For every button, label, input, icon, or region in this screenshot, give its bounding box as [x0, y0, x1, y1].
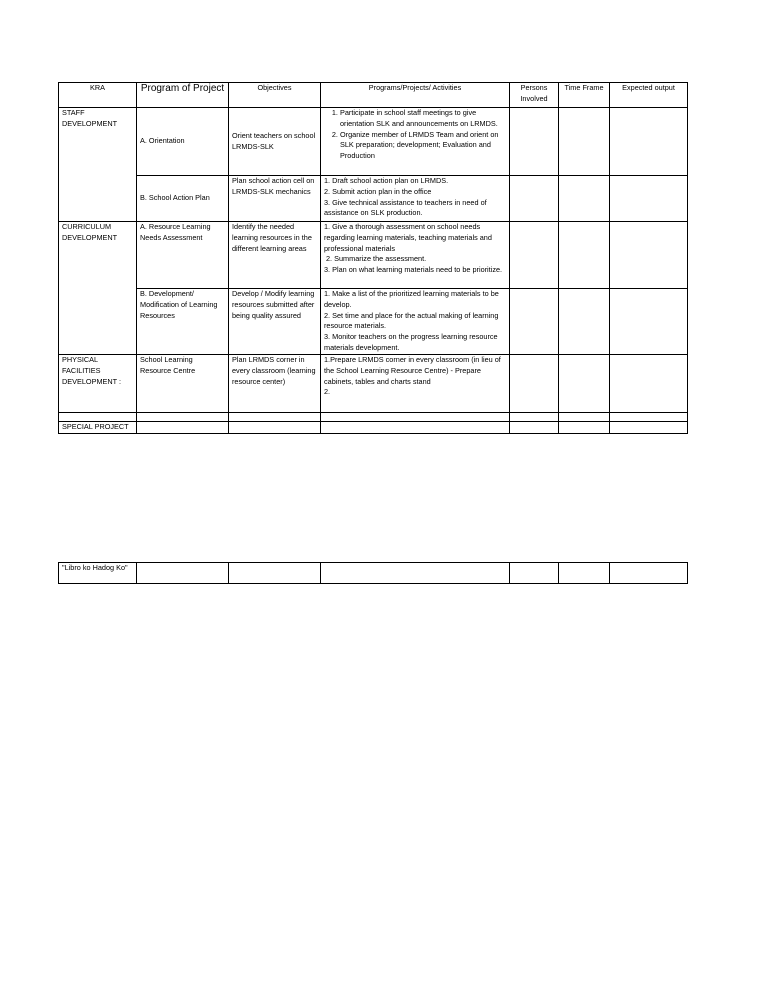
activities-orientation: [321, 108, 510, 176]
activity-item: 1. Participate in school staff meetings to give orientation SLK and announcements on LRMDS.: [340, 108, 506, 130]
persons-cell: [510, 176, 559, 222]
kra-curriculum-development: CURRICULUM DEVELOPMENT: [59, 222, 137, 355]
header-expected-output: Expected output: [610, 83, 688, 108]
objective-orientation: Orient teachers on school LRMDS-SLK: [229, 108, 321, 176]
activity-item: 3. Monitor teachers on the progress learning resource materials development.: [324, 332, 498, 352]
activity-item: 2. Submit action plan in the office: [324, 186, 432, 196]
activity-item: 2.: [324, 387, 331, 397]
special-project-table: [58, 562, 688, 584]
header-time-frame: Time Frame: [559, 83, 610, 108]
header-persons: Persons Involved: [510, 83, 559, 108]
activity-item: 3. Give technical assistance to teachers in need of assistance on SLK production.: [324, 197, 487, 218]
activity-item: 2. Organize member of LRMDS Team and orient on SLK preparation; development; Evaluation and Production: [340, 130, 506, 162]
output-cell: [610, 176, 688, 222]
persons-cell: [510, 108, 559, 176]
time-cell: [559, 289, 610, 355]
header-row: [59, 83, 688, 108]
table-row: [59, 176, 688, 222]
program-orientation: A. Orientation: [137, 108, 229, 176]
activities-development-modification: [321, 289, 510, 355]
table-row: [59, 289, 688, 355]
objective-school-action-plan: Plan school action cell on LRMDS-SLK mechanics: [229, 176, 321, 222]
table-row: [59, 108, 688, 176]
program-development-modification: B. Development/ Modification of Learning Resources: [137, 289, 229, 355]
time-cell: [559, 108, 610, 176]
time-cell: [559, 222, 610, 289]
action-plan-table: [58, 82, 688, 434]
output-cell: [610, 222, 688, 289]
activities-school-action-plan: [321, 176, 510, 222]
table-row: [59, 422, 688, 434]
activity-item: 2. Set time and place for the actual making of learning resource materials.: [324, 310, 499, 331]
activities-learning-resource-centre: [321, 355, 510, 413]
kra-special-project: SPECIAL PROJECT: [59, 422, 137, 434]
output-cell: [610, 108, 688, 176]
header-kra: KRA: [59, 83, 137, 108]
kra-staff-development: STAFF DEVELOPMENT: [59, 108, 137, 222]
header-activities: Programs/Projects/ Activities: [321, 83, 510, 108]
output-cell: [610, 289, 688, 355]
activity-item: 1. Draft school action plan on LRMDS.: [324, 176, 449, 185]
objective-development-modification: Develop / Modify learning resources submitted after being quality assured: [229, 289, 321, 355]
header-program: Program of Project: [137, 83, 229, 108]
activity-item: 1.Prepare LRMDS corner in every classroom (in lieu of the School Learning Resource Centre) - Prepare cabinets, tables and charts stand: [324, 355, 501, 386]
table-row: [59, 355, 688, 413]
activity-item: 3. Plan on what learning materials need to be prioritize.: [324, 265, 503, 275]
program-school-action-plan: B. School Action Plan: [137, 176, 229, 222]
persons-cell: [510, 355, 559, 413]
time-cell: [559, 176, 610, 222]
special-project-name: "Libro ko Hadog Ko": [59, 563, 137, 584]
program-needs-assessment: A. Resource Learning Needs Assessment: [137, 222, 229, 289]
table-row: [59, 563, 688, 584]
program-learning-resource-centre: School Learning Resource Centre: [137, 355, 229, 413]
table-row-empty: [59, 413, 688, 422]
activity-item: 1. Give a thorough assessment on school needs regarding learning materials, teaching materials and professional materials: [324, 222, 492, 253]
persons-cell: [510, 289, 559, 355]
objective-learning-resource-centre: Plan LRMDS corner in every classroom (learning resource center): [229, 355, 321, 413]
activities-needs-assessment: [321, 222, 510, 289]
persons-cell: [510, 222, 559, 289]
objective-needs-assessment: Identify the needed learning resources in the different learning areas: [229, 222, 321, 289]
header-objectives: Objectives: [229, 83, 321, 108]
output-cell: [610, 355, 688, 413]
table-row: [59, 222, 688, 289]
time-cell: [559, 355, 610, 413]
activity-item: 2. Summarize the assessment.: [326, 254, 427, 264]
activity-item: 1. Make a list of the prioritized learning materials to be develop.: [324, 289, 499, 309]
kra-physical-facilities: PHYSICAL FACILITIES DEVELOPMENT :: [59, 355, 137, 413]
